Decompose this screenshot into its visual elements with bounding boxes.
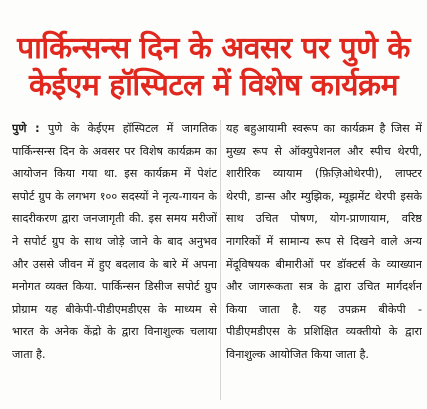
article-text-left: पुणे के केईएम हॉस्पिटल में जागतिक पार्किन्सन्स दिन के अवसर पर विशेष कार्यक्रम का आयोजन किया गया था. इस कार्यक्रम में पेशंट सपोर्ट ग्रुप के लगभग १०० सदस्यों ने नृत्य-गायन के सादरीकरण द्वारा जनजागृती की. इस समय मरीजों ने सपोर्ट ग्रुप के साथ जोड़े जाने के बाद अनुभव और उससे जीवन में हुए बदलाव के बारे में अपना मनोगत व्यक्त किया. पार्किन्सन डिसीज सपोर्ट ग्रुप प्रोग्राम यह बीकेपी-पीडीएमडीएस के माध्यम से भारत के अनेक केंद्रो के द्वारा विनाशुल्क चलाया जाता है. [12, 122, 217, 361]
headline-line-2: केईएम हॉस्पिटल में विशेष कार्यक्रम [28, 68, 399, 103]
dateline: पुणे : [12, 122, 40, 135]
column-divider [220, 120, 221, 400]
article-paragraph-right: यह बहुआयामी स्वरूप का कार्यक्रम है जिस में मुख्य रूप से ऑक्युपेशनल और स्पीच थेरपी, शारीरिक व्यायाम (फ़िज़िओथेरपी), लाफ्टर थेरपी, डान्स और म्युझिक, म्यूझमेंट थेरपी इसके साथ उचित पोषण, योग-प्राणायाम, वरिष्ठ नागरिकों में सामान्य रूप से दिखने वाले अन्य मेंदूविषयक बीमारीओं पर डॉक्टर्स के व्याख्यान और जागरूकता सत्र के द्वारा उचित मार्गदर्शन किया जाता है. यह उपक्रम बीकेपी - पीडीएमडीएस के प्रशिक्षित व्यक्तीयो के द्वारा विनाशुल्क आयोजित किया जाता है. [226, 122, 422, 361]
article-column-left [12, 118, 217, 403]
article-paragraph-left [12, 118, 217, 367]
headline-line-1: पार्किन्सन्स दिन के अवसर पर पुणे के [17, 31, 410, 66]
article-column-right [226, 118, 422, 403]
